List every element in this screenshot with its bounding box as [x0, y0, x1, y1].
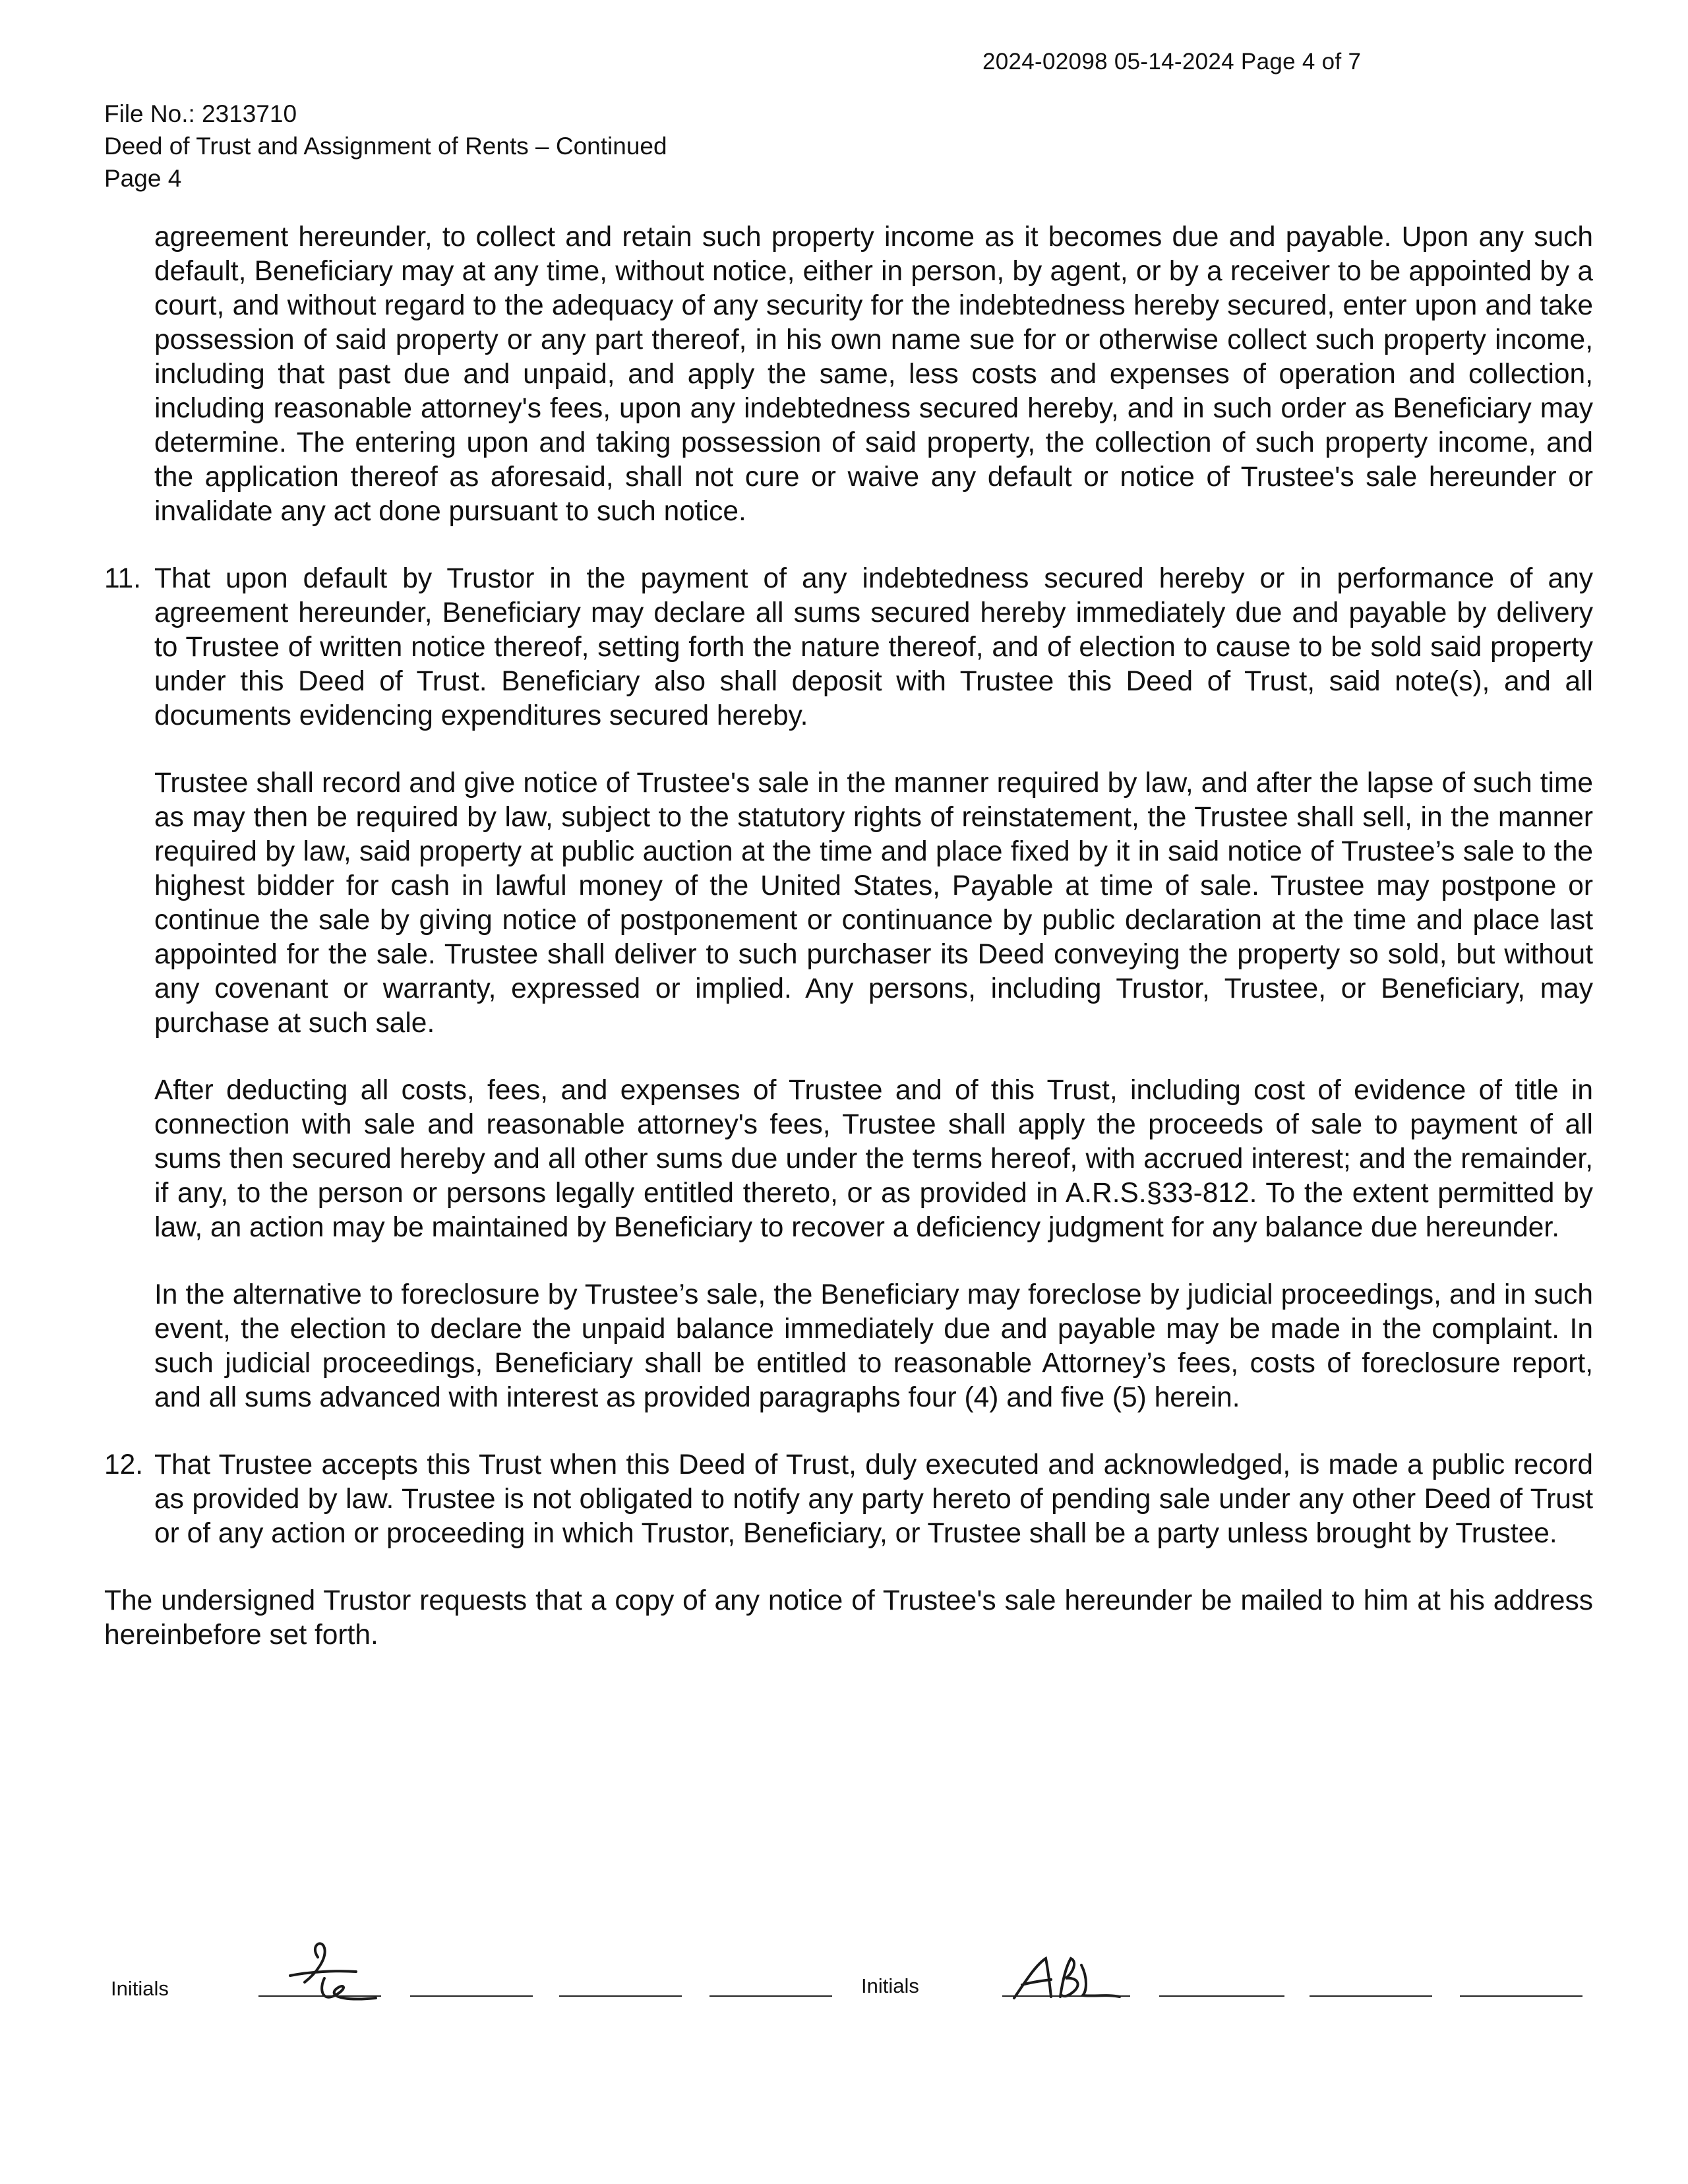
item-11 [104, 562, 1593, 1415]
initials-label-right: Initials [861, 1974, 919, 1997]
initials-label-left: Initials [111, 1977, 169, 2000]
initials-blank-7 [1310, 1995, 1432, 1997]
initials-blank-5 [1002, 1995, 1130, 1997]
item-11-paragraph-3: After deducting all costs, fees, and expenses of Trustee and of this Trust, including cost of evidence of title in connection with sale and reasonable attorney's fees, Trustee shall apply the proceeds of sale to payment of all sums then secured hereby and all other sums due under the terms hereof, with accrued interest; and the remainder, if any, to the person or persons legally entitled thereto, or as provided in A.R.S.§33-812. To the extent permitted by law, an action may be maintained by Beneficiary to recover a deficiency judgment for any balance due hereunder. [154, 1075, 1593, 1243]
recording-stamp: 2024-02098 05-14-2024 Page 4 of 7 [982, 49, 1362, 75]
initials-blank-4 [709, 1995, 832, 1997]
initials-blank-6 [1159, 1995, 1284, 1997]
item-11-paragraph-1: That upon default by Trustor in the payment of any indebtedness secured hereby or in performance of any agreement hereunder, Beneficiary may declare all sums secured hereby immediately due and payable by delivery to Trustee of written notice thereof, setting forth the nature thereof, and of election to cause to be sold said property under this Deed of Trust. Beneficiary also shall deposit with Trustee this Deed of Trust, said note(s), and all documents evidencing expenditures secured hereby. [154, 563, 1593, 731]
trustor-initials-signature-left [264, 1939, 389, 2011]
document-title: Deed of Trust and Assignment of Rents – Continued [104, 133, 667, 160]
initials-row [0, 1939, 1688, 2018]
continuation-paragraph: agreement hereunder, to collect and retain such property income as it becomes due and payable. Upon any such default, Beneficiary may at any time, without notice, either in person, by agent, or by a receiver to be appointed by a court, and without regard to the adequacy of any security for the indebtedness hereby secured, enter upon and take possession of said property or any part thereof, in his own name sue for or otherwise collect such property income, including that past due and unpaid, and apply the same, less costs and expenses of operation and collection, including reasonable attorney's fees, upon any indebtedness secured hereby, and in such order as Beneficiary may determine. The entering upon and taking possession of said property, the collection of such property income, and the application thereof as aforesaid, shall not cure or waive any default or notice of Trustee's sale hereunder or invalidate any act done pursuant to such notice. [154, 222, 1593, 527]
document-body [104, 220, 1593, 1685]
document-header [104, 98, 667, 195]
initials-blank-2 [410, 1995, 533, 1997]
item-12 [104, 1448, 1593, 1551]
closing-paragraph: The undersigned Trustor requests that a copy of any notice of Trustee's sale hereunder be mailed to him at his address hereinbefore set forth. [104, 1585, 1593, 1651]
initials-blank-3 [559, 1995, 682, 1997]
item-12-paragraph: That Trustee accepts this Trust when this Deed of Trust, duly executed and acknowledged, is made a public record as provided by law. Trustee is not obligated to notify any party hereto of pending sale under any other Deed of Trust or of any action or proceeding in which Trustor, Beneficiary, or Trustee shall be a party unless brought by Trustee. [154, 1449, 1593, 1549]
file-number: File No.: 2313710 [104, 100, 297, 127]
page-label: Page 4 [104, 165, 182, 192]
initials-blank-1 [258, 1995, 381, 1997]
item-11-number: 11. [104, 563, 141, 594]
item-11-paragraph-2: Trustee shall record and give notice of Trustee's sale in the manner required by law, and after the lapse of such time as may then be required by law, subject to the statutory rights of reinstatement, the Trustee shall sell, in the manner required by law, said property at public auction at the time and place fixed by it in said notice of Trustee’s sale to the highest bidder for cash in lawful money of the United States, Payable at time of sale. Trustee may postpone or continue the sale by giving notice of postponement or continuance by public declaration at the time and place last appointed for the sale. Trustee shall deliver to such purchaser its Deed conveying the property so sold, but without any covenant or warranty, expressed or implied. Any persons, including Trustor, Trustee, or Beneficiary, may purchase at such sale. [154, 768, 1593, 1039]
item-11-paragraph-4: In the alternative to foreclosure by Trustee’s sale, the Beneficiary may foreclose by judicial proceedings, and in such event, the election to declare the unpaid balance immediately due and payable may be made in the complaint. In such judicial proceedings, Beneficiary shall be entitled to reasonable Attorney’s fees, costs of foreclosure report, and all sums advanced with interest as provided paragraphs four (4) and five (5) herein. [154, 1279, 1593, 1413]
trustor-initials-signature-right [1009, 1939, 1141, 2011]
initials-blank-8 [1460, 1995, 1582, 1997]
item-12-number: 12. [104, 1449, 144, 1480]
